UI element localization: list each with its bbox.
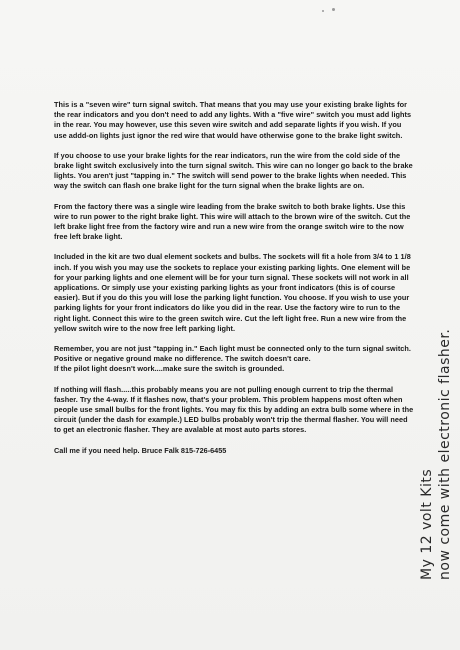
paragraph-brake-lights: If you choose to use your brake lights for the rear indicators, run the wire from the cold side of the brake light switch exclusively into the turn signal switch. This wire can no longer go back to the brake lights. You aren't just "tapping in." The switch will send power to the brake lights when needed. This way the switch can flash one brake light for the turn signal when the brake lights are on.	[54, 150, 413, 191]
paragraph-seven-wire: This is a "seven wire" turn signal switch. That means that you may use your existing brake lights for the rear indicators and you don't need to add any lights. With a "five wire" switch you must add lights in the rear. You may however, use this seven wire switch and add separate lights if you wish. If you use addd-on lights just ignor the red wire that would have otherwise gone to the brake light switch.	[54, 100, 412, 140]
paragraph-kit-contents: Included in the kit are two dual element sockets and bulbs. The sockets will fit a hole from 3/4 to 1 1/8 inch. If you wish you may use the sockets to replace your existing parking lights. One element will be for your parking lights and one element will be for your turn signal. These sockets will not work in all applications. Or simply use your existing parking lights as your front indicators (this is of course easier). But if you do this you will lose the parking light function. You choose. If you wish to use your parking lights for your front indicators do like you did in the rear. Use the factory wire to run to the right light. Connect this wire to the green switch wire. Cut the left light free. Run a new wire from the yellow switch wire to the now free left parking light.	[54, 252, 411, 333]
paper-speck	[322, 10, 324, 12]
contact-line: Call me if you need help. Bruce Falk 815-726-6455	[54, 445, 227, 455]
paragraph-factory-wiring: From the factory there was a single wire leading from the brake switch to both brake lights. Use this wire to run power to the right brake light. This wire will attach to the brown wire of the switch. Cut the left brake light free from the factory wire and run a new wire from the orange switch wire to the now free left brake light.	[54, 201, 411, 242]
handwritten-note-line1: My 12 volt Kits	[419, 468, 435, 580]
paper-speck	[332, 8, 335, 11]
paragraph-remember: Remember, you are not just "tapping in." Each light must be connected only to the turn signal switch. Positive or negative ground make no difference. The switch doesn't care. If the pilot light doesn't work....make sure the switch is grounded.	[54, 344, 411, 374]
document-body	[54, 100, 414, 463]
handwritten-note	[418, 290, 454, 580]
paragraph-troubleshooting: If nothing will flash.....this probably means you are not pulling enough current to trip the thermal fasher. Try the 4-way. If it flashes now, that's your problem. This problem happens most often when people use small bulbs for the front lights. You may fix this by adding an extra bulb some where in the circuit (under the dash for example.) LED bulbs probably won't trip the thermal flasher. You will need to get an electronic flasher. They are avalable at most auto parts stores.	[54, 384, 414, 435]
handwritten-note-line2: now come with electronic flasher.	[437, 328, 453, 580]
